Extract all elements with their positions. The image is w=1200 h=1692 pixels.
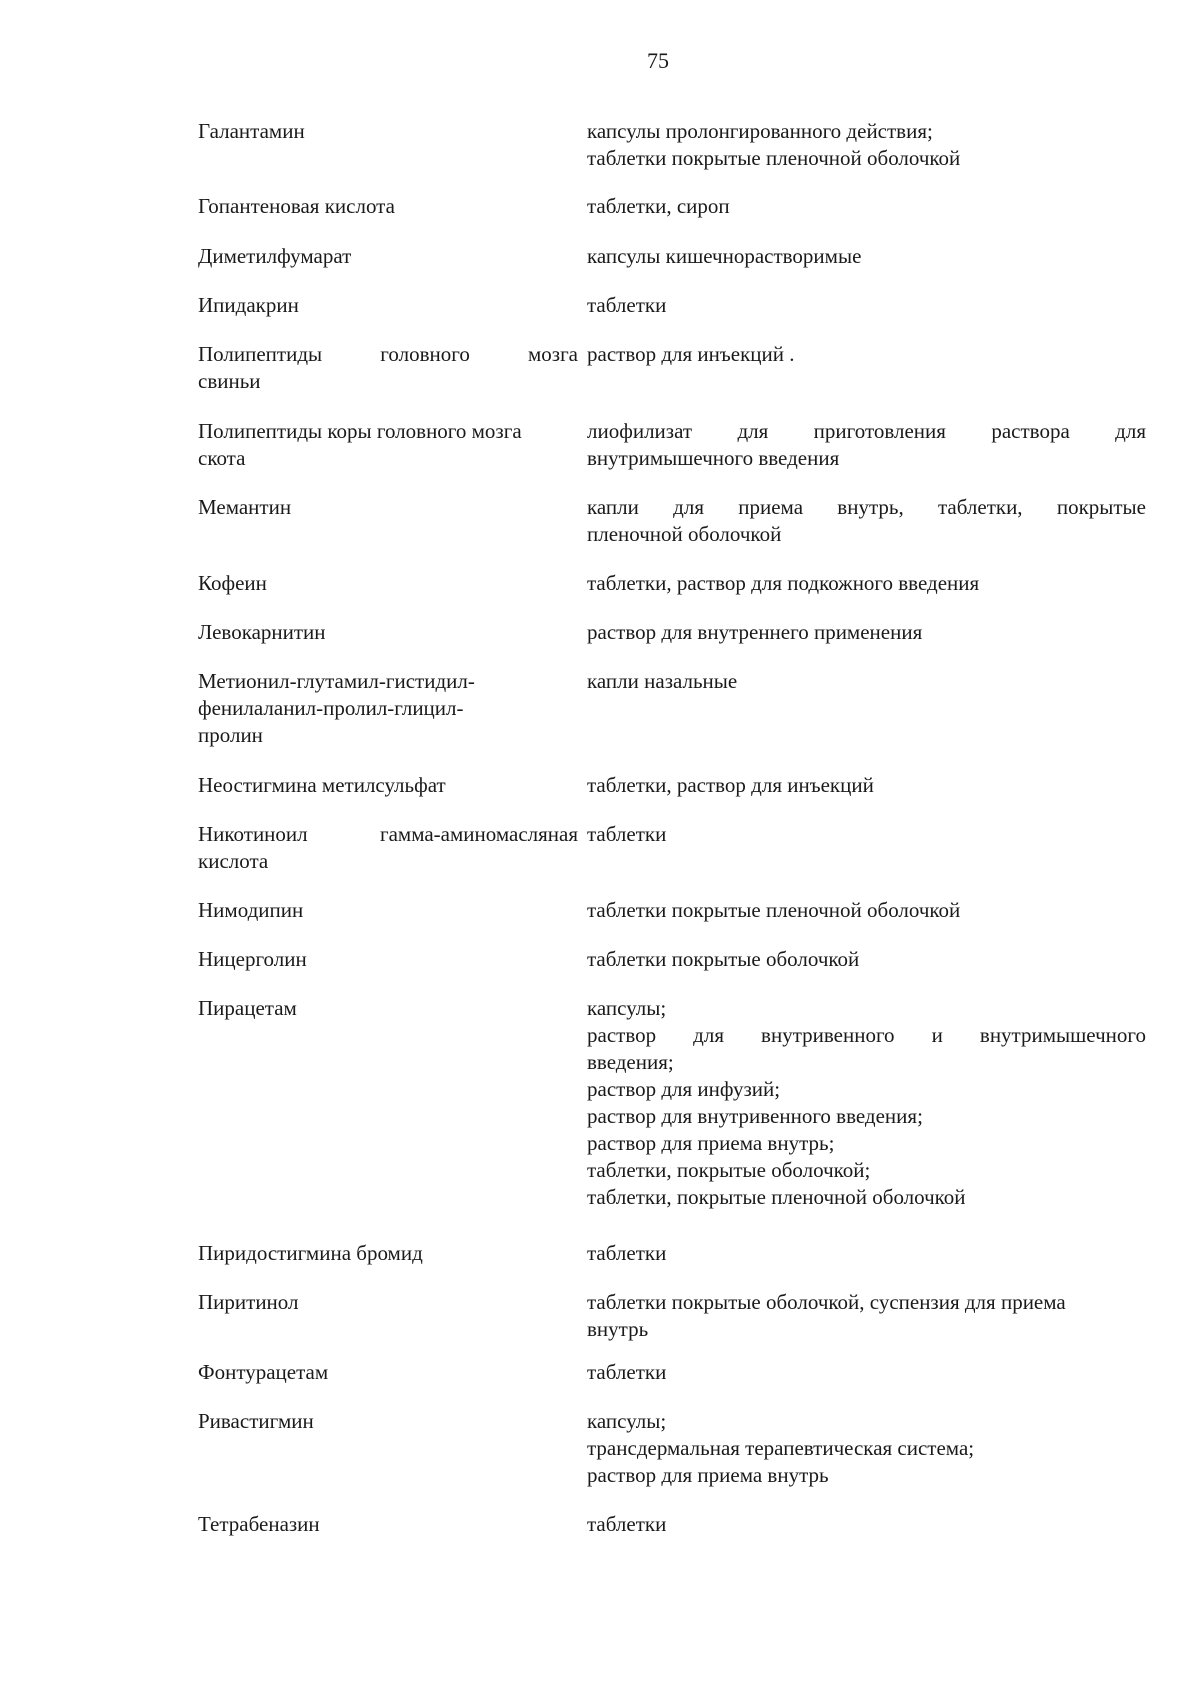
- drug-name: [198, 418, 578, 472]
- dosage-forms: [587, 341, 1146, 368]
- drug-name-line: Кофеин: [198, 571, 267, 595]
- drug-name: [198, 897, 578, 924]
- dosage-form-line: таблетки покрытые пленочной оболочкой: [587, 898, 961, 922]
- dosage-form-line: раствор для внутреннего применения: [587, 620, 923, 644]
- dosage-forms: [587, 1289, 1146, 1343]
- drug-name-line: Пиридостигмина бромид: [198, 1241, 423, 1265]
- drug-name-line: Тетрабеназин: [198, 1512, 320, 1536]
- dosage-form-line: введения;: [587, 1050, 674, 1074]
- dosage-forms: [587, 1359, 1146, 1386]
- drug-name: [198, 1511, 578, 1538]
- drug-name-line: Ипидакрин: [198, 293, 299, 317]
- drug-name: [198, 946, 578, 973]
- dosage-form-line: внутрь: [587, 1317, 649, 1341]
- drug-name: [198, 1408, 578, 1435]
- dosage-form-line: таблетки: [587, 1512, 667, 1536]
- dosage-form-line: капсулы;: [587, 1409, 667, 1433]
- drug-name-line: Пирацетам: [198, 996, 297, 1020]
- dosage-forms: [587, 418, 1146, 472]
- dosage-form-line: раствор для приема внутрь;: [587, 1131, 835, 1155]
- drug-name: [198, 1240, 578, 1267]
- dosage-forms: [587, 494, 1146, 548]
- dosage-forms: [587, 570, 1146, 597]
- drug-name: [198, 341, 578, 395]
- dosage-forms: [587, 946, 1146, 973]
- drug-name-line: фенилаланил-пролил-глицил-: [198, 696, 464, 720]
- dosage-form-line: капсулы;: [587, 996, 667, 1020]
- dosage-form-line: таблетки, раствор для подкожного введения: [587, 571, 980, 595]
- dosage-form-line: таблетки покрытые пленочной оболочкой: [587, 146, 961, 170]
- drug-name: [198, 1359, 578, 1386]
- drug-name-line: Нимодипин: [198, 898, 304, 922]
- dosage-form-line: капсулы пролонгированного действия;: [587, 119, 933, 143]
- dosage-forms: [587, 1408, 1146, 1489]
- drug-name-line: Полипептиды головного мозга: [198, 342, 578, 366]
- dosage-forms: [587, 668, 1146, 695]
- drug-name-line: Гопантеновая кислота: [198, 194, 395, 218]
- dosage-forms: [587, 118, 1146, 172]
- dosage-forms: [587, 243, 1146, 270]
- dosage-form-line: таблетки: [587, 822, 667, 846]
- dosage-form-line: трансдермальная терапевтическая система;: [587, 1436, 975, 1460]
- dosage-form-line: раствор для приема внутрь: [587, 1463, 829, 1487]
- page-number: 75: [647, 48, 669, 73]
- drug-name-line: свиньи: [198, 369, 261, 393]
- drug-name: [198, 1289, 578, 1316]
- dosage-form-line: раствор для внутривенного и внутримышечного: [587, 1023, 1146, 1047]
- drug-name-line: Полипептиды коры головного мозга: [198, 419, 522, 443]
- dosage-form-line: капли для приема внутрь, таблетки, покрытые: [587, 495, 1146, 519]
- dosage-form-line: раствор для внутривенного введения;: [587, 1104, 923, 1128]
- drug-name: [198, 494, 578, 521]
- drug-name-line: Ницерголин: [198, 947, 307, 971]
- dosage-forms: [587, 821, 1146, 848]
- dosage-forms: [587, 292, 1146, 319]
- dosage-form-line: капли назальные: [587, 669, 738, 693]
- dosage-form-line: раствор для инъекций .: [587, 342, 795, 366]
- dosage-forms: [587, 1511, 1146, 1538]
- drug-name-line: кислота: [198, 849, 269, 873]
- drug-name: [198, 995, 578, 1022]
- drug-name: [198, 118, 578, 145]
- dosage-form-line: пленочной оболочкой: [587, 522, 782, 546]
- drug-name: [198, 821, 578, 875]
- dosage-form-line: таблетки, покрытые оболочкой;: [587, 1158, 871, 1182]
- dosage-form-line: таблетки, покрытые пленочной оболочкой: [587, 1185, 966, 1209]
- dosage-forms: [587, 1240, 1146, 1267]
- dosage-form-line: лиофилизат для приготовления раствора для: [587, 419, 1146, 443]
- dosage-form-line: таблетки, раствор для инъекций: [587, 773, 874, 797]
- drug-name: [198, 292, 578, 319]
- drug-name: [198, 243, 578, 270]
- dosage-forms: [587, 619, 1146, 646]
- drug-name-line: Неостигмина метилсульфат: [198, 773, 446, 797]
- dosage-form-line: внутримышечного введения: [587, 446, 840, 470]
- dosage-form-line: таблетки покрытые оболочкой: [587, 947, 860, 971]
- drug-name-line: Пиритинол: [198, 1290, 299, 1314]
- drug-name-line: Ривастигмин: [198, 1409, 314, 1433]
- dosage-form-line: таблетки, сироп: [587, 194, 730, 218]
- drug-name: [198, 772, 578, 799]
- drug-name-line: Левокарнитин: [198, 620, 326, 644]
- drug-name-line: пролин: [198, 723, 263, 747]
- drug-name-line: Мемантин: [198, 495, 292, 519]
- dosage-forms: [587, 897, 1146, 924]
- drug-name-line: Фонтурацетам: [198, 1360, 329, 1384]
- drug-name-line: скота: [198, 446, 246, 470]
- dosage-forms: [587, 193, 1146, 220]
- dosage-forms: [587, 995, 1146, 1211]
- dosage-form-line: таблетки покрытые оболочкой, суспензия для приема: [587, 1290, 1066, 1314]
- drug-name-line: Метионил-глутамил-гистидил-: [198, 669, 475, 693]
- drug-name: [198, 619, 578, 646]
- drug-name-line: Галантамин: [198, 119, 305, 143]
- drug-name-line: Диметилфумарат: [198, 244, 352, 268]
- dosage-forms: [587, 772, 1146, 799]
- drug-name-line: Никотиноил гамма-аминомасляная: [198, 822, 578, 846]
- dosage-form-line: таблетки: [587, 1360, 667, 1384]
- drug-name: [198, 668, 578, 749]
- drug-name: [198, 193, 578, 220]
- dosage-form-line: таблетки: [587, 1241, 667, 1265]
- dosage-form-line: капсулы кишечнорастворимые: [587, 244, 862, 268]
- drug-name: [198, 570, 578, 597]
- dosage-form-line: раствор для инфузий;: [587, 1077, 781, 1101]
- dosage-form-line: таблетки: [587, 293, 667, 317]
